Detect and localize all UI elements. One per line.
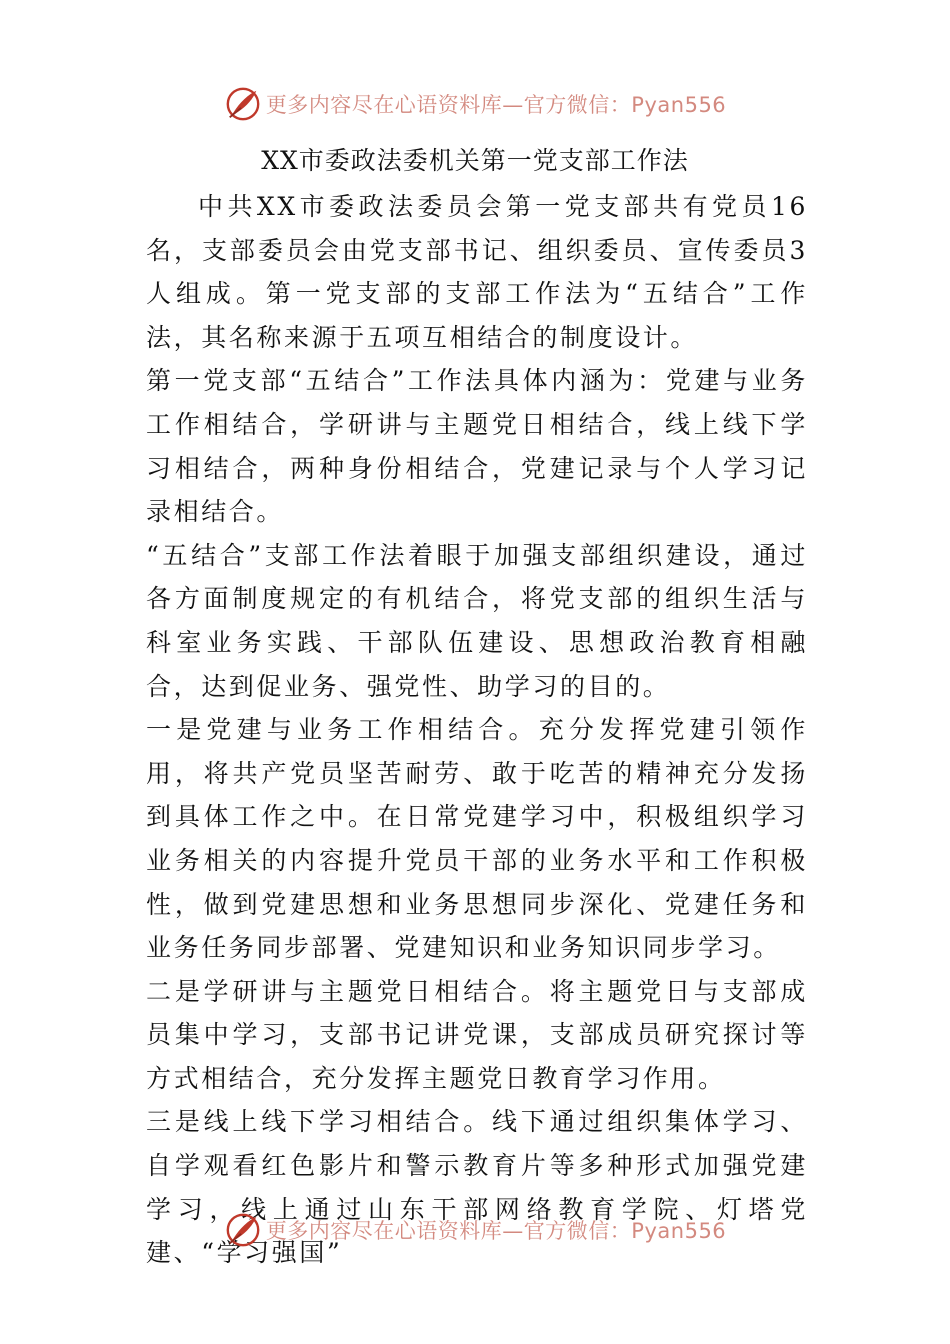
document-title: XX市委政法委机关第一党支部工作法 <box>261 146 689 175</box>
paragraph: 中共XX市委政法委员会第一党支部共有党员16名，支部委员会由党支部书记、组织委员、宣传委员3人组成。第一党支部的支部工作法为“五结合”工作法，其名称来源于五项互相结合的制度设计。 <box>146 192 808 352</box>
paragraph: 三是线上线下学习相结合。线下通过组织集体学习、自学观看红色影片和警示教育片等多种形式加强党建学习，线上通过山东干部网络教育学院、灯塔党建、“学习强国” <box>146 1107 808 1268</box>
quill-logo-icon <box>224 85 262 123</box>
footer-banner-text: 更多内容尽在心语资料库—官方微信：Pyan556 <box>265 1219 727 1243</box>
paragraph: 一是党建与业务工作相结合。充分发挥党建引领作用，将共产党员坚苦耐劳、敢于吃苦的精神充分发扬到具体工作之中。在日常党建学习中，积极组织学习业务相关的内容提升党员干部的业务水平和工作积极性，做到党建思想和业务思想同步深化、党建任务和业务任务同步部署、党建知识和业务知识同步学习。 <box>146 715 808 963</box>
paragraph: 第一党支部“五结合”工作法具体内涵为：党建与业务工作相结合，学研讲与主题党日相结合，线上线下学习相结合，两种身份相结合，党建记录与个人学习记录相结合。 <box>146 366 808 527</box>
quill-logo-icon <box>224 1211 262 1249</box>
paragraph: 二是学研讲与主题党日相结合。将主题党日与支部成员集中学习，支部书记讲党课，支部成员研究探讨等方式相结合，充分发挥主题党日教育学习作用。 <box>146 976 808 1093</box>
header-banner-text: 更多内容尽在心语资料库—官方微信：Pyan556 <box>265 93 727 117</box>
paragraph: “五结合”支部工作法着眼于加强支部组织建设，通过各方面制度规定的有机结合，将党支部的组织生活与科室业务实践、干部队伍建设、思想政治教育相融合，达到促业务、强党性、助学习的目的。 <box>146 540 808 701</box>
document-body <box>146 185 808 1275</box>
footer-banner <box>0 1210 950 1250</box>
header-banner <box>0 84 950 124</box>
